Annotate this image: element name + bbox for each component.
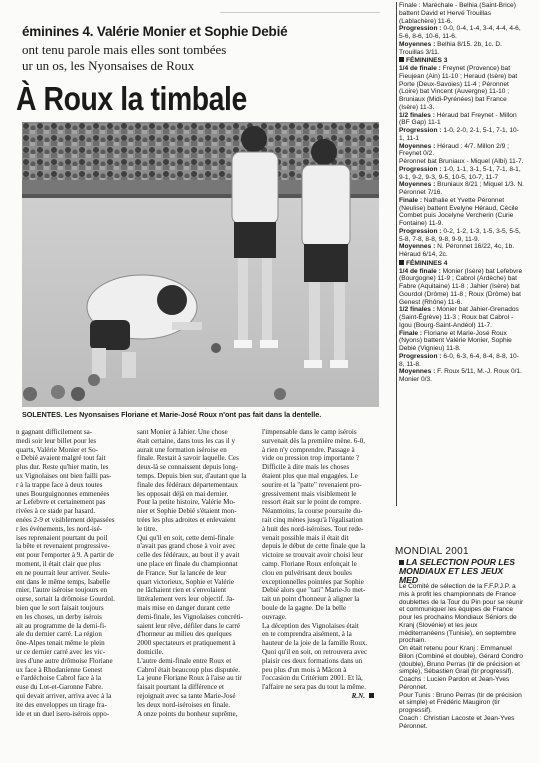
article-line: camp. Floriane Roux enfonçait le (262, 559, 357, 568)
article-line: boule de la gagne. De la belle (262, 603, 347, 612)
article-line: l'affaire ne sera pas du tout la même. (262, 683, 366, 692)
article-line: enées 2-9 et visiblement dépassées (16, 515, 115, 524)
results-entry-text: Héraud : 4/7. Millon 2/9 ; Freynet 0/2. (399, 142, 509, 158)
article-line: trées les plus adroites et enlevaient (137, 515, 236, 524)
article-line: mais mise en danger durant cette (137, 603, 231, 612)
results-entry-label: Finale : (399, 196, 423, 204)
results-entry (399, 181, 524, 197)
article-line: tait un point d'honneur à aligner la (262, 595, 360, 604)
article-line: r les événements, les nord-isé- (16, 524, 103, 533)
results-entry-label: Moyennes : (399, 243, 436, 251)
article-line: rait cinq mènes jusqu'à l'égalisation (262, 515, 363, 524)
results-entry (399, 158, 524, 166)
article-line: ide et un duel isero-isérois oppo- (16, 709, 110, 718)
article-line: nier et Sophie Debié s'étaient mon- (137, 507, 237, 516)
article-line: Qui qu'il en soit, cette demi-finale (137, 533, 234, 542)
results-entry-label: Progression : (399, 227, 442, 235)
article-line: sant Monier à Jahier. Une chose (137, 428, 228, 436)
results-entry-text: Nathalie et Yvette Péronnet (Neulise) battent Evelyne Héraud, Cécile Combet puis Jocelyne Vercherin (Curie Fontaine) 11-9. (399, 196, 519, 227)
results-entry-label: 1/2 finales : (399, 306, 435, 314)
article-line: plaisir ces deux formations dans un (262, 656, 363, 665)
article-line: de France. Sur la lancée de leur (137, 568, 227, 577)
article-line: étaient plus que mal engagées. Le (262, 471, 358, 480)
mondial-paragraph: Pour Tunis : Bruno Perras (tir de précision et simple) et Frédéric Maugiron (tir progressif). (399, 691, 522, 714)
bullet-square-icon (399, 560, 404, 565)
results-entry-text: 1-0, 1-1, 3-1, 5-1, 7-1, 8-1, 9-1, 9-2, 9-3, 9-5, 10-5, 10-7, 11-7 (399, 165, 521, 181)
section-square-icon (399, 260, 404, 265)
results-entry (399, 197, 524, 228)
article-line: l'occasion du Critérium 2001. Et là, (262, 674, 363, 683)
article-line: la bête et revenaient progressive- (16, 542, 110, 551)
article-line: ourse, sortait la drômoise Gourdol. (16, 595, 115, 604)
article-line: 2000 spectateurs et pratiquement à (137, 639, 236, 648)
article-headline: À Roux la timbale (16, 80, 247, 117)
results-entry (399, 243, 524, 259)
results-entry-text: Héraud bat Freynet - Millon (BF Gap) 11-1 (399, 111, 517, 127)
article-line: ur ce dernier carré avec les vic- (16, 647, 106, 656)
article-line: demi-finale, les Vignolaises concréti- (137, 612, 243, 621)
article-signature: R.N. (351, 691, 365, 700)
article-line: peu plus d'un mois à Mâcon à (262, 665, 347, 674)
article-line: ux face à Rhodanienne Genest (16, 665, 103, 674)
results-entry-text: F. Roux 5/11, M.-J. Roux 0/1. Monier 0/3. (399, 368, 523, 383)
results-entry-label: Moyennes : (399, 181, 436, 189)
article-line: quarts, Valérie Monier et So- (16, 445, 99, 454)
mondial-paragraph: On était retenu pour Kranj : Emmanuel Bilon (Combiné et double), Gérard Condro (double), Bruno Perras (tir de précision et simple), Sébastien Grail (tir progressif). (399, 645, 523, 676)
results-entry-label: 1/2 finales : (399, 111, 435, 119)
mondial-paragraph: Coachs : Lucien Pardon et Jean-Yves Péronnet. (399, 676, 510, 691)
article-line: domicile. (137, 647, 164, 656)
article-line: unes Bourguignonnes emmenées (16, 489, 110, 498)
results-entry-text: Belhia 8/15. 2b, 1c. D. Trouillas 3/11. (399, 40, 502, 56)
mondial-headline (399, 558, 519, 585)
mondial-paragraph: Coach : Christian Lacoste et Jean-Yves Péronnet. (399, 714, 515, 730)
article-line: ône-Alpes tenait même le plein (16, 639, 105, 648)
top-strip (220, 0, 380, 13)
results-entry-text: Floriane et Marie-José Roux (Nyons) battent Valérie Monier, Sophie Debié (Vignieu) 11-8. (399, 329, 512, 352)
article-line: n'avait pas grand chose à voir avec (137, 542, 236, 551)
article-line: euse du Lot-et-Garonne Fabre. (16, 683, 104, 692)
archive-stamp (0, 440, 10, 500)
article-line: A onze points du bonheur suprême, (137, 709, 238, 718)
results-entry-text: Bruniaux 8/21 ; Miquel 1/3. N. Péronnet 7/16. (399, 181, 524, 196)
article-line: aurait une formation iséroise en (137, 445, 227, 454)
article-line: à huit des nord-iséroises. Tout rede- (262, 524, 364, 533)
article-line: les opposait déjà en mai dernier. (137, 489, 229, 498)
article-column-3 (262, 428, 376, 701)
article-line: Debié alors que "tati" Marie-Jo met- (262, 586, 366, 595)
results-entry-label: Progression : (399, 352, 442, 360)
article-line: qui devait arriver, arriva avec à la (16, 691, 112, 700)
results-entry-label: Progression : (399, 127, 442, 134)
article-line: n gagnant difficilement sa- (16, 428, 93, 436)
article-line: ent pour l'emporter à 9. A partir de (16, 551, 114, 560)
article-line: Quoi qu'il en soit, on retrouvera avec (262, 647, 368, 656)
section-square-icon (399, 57, 404, 62)
article-line: exceptionnelles pointées par Sophie (262, 577, 364, 586)
article-column-2 (137, 428, 250, 718)
article-line: victoire se trouvait avoir choisi leur (262, 551, 364, 560)
article-line: r à la trappe face à deux toutes (16, 480, 103, 489)
article-line: e l'ardéchoise Cabrol face à la (16, 674, 101, 683)
mondial-section-title: MONDIAL 2001 (395, 546, 469, 557)
article-signature-line (262, 692, 376, 701)
results-entry (399, 41, 524, 57)
results-entry (399, 228, 524, 244)
article-subhead-line-1: ont tenu parole mais elles sont tombées (22, 42, 227, 57)
article-line: ouvrage. (262, 612, 287, 621)
mondial-body (399, 583, 524, 730)
article-subhead-line-2: ur un os, les Nyonsaises de Roux (22, 58, 195, 73)
article-line: clou en pulvérisant deux boules (262, 568, 352, 577)
article-line: medi soir leur billet pour les (16, 436, 97, 445)
article-line: moment, il était clair que plus (16, 559, 101, 568)
results-entry-label: Moyennes : (399, 142, 436, 150)
article-line: rejoignait avec sa tante Marie-José (137, 691, 236, 700)
results-sidebar (399, 2, 524, 384)
article-line: Pour la petite histoire, Valérie Mo- (137, 498, 236, 507)
results-entry (399, 143, 524, 159)
results-entry-text: N. Péronnet 16/22, 4c, 1b. Héraud 6/14, 2c. (399, 243, 515, 258)
results-entry (399, 127, 524, 143)
results-entry-text: 0-2, 1-2, 1-3, 1-5, 3-5, 5-5, 5-8, 7-8, 8-8, 9-8, 9-9, 11-9. (399, 227, 521, 243)
article-line: gressivement mais visiblement le (262, 489, 357, 498)
results-section-heading (399, 260, 524, 268)
article-line: finale. Restait à savoir laquelle. Ces (137, 454, 239, 463)
article-line: L'autre demi-finale entre Roux et (137, 656, 232, 665)
results-entry-label: Progression : (399, 25, 442, 33)
results-entry (399, 368, 524, 384)
results-entry (399, 2, 524, 25)
article-line: vide ou pression trop importante ? (262, 454, 360, 463)
article-line: hauteur de la joie de la famille Roux. (262, 639, 368, 648)
results-entry-text: Monier (Isère) bat Lefebvre (Bourgogne) 11-9 ; Cabrol (Ardèche) bat Fabre (Aquitaine) 11-8 ; Jahier (Isère) bat Gourdol (Drôme) 11-8 ; Roux (Drôme) bat Genest (Rhône) 11-6. (399, 267, 523, 306)
article-line: ale du dernier carré. La région (16, 630, 102, 639)
article-line: sourire et la "patte" revenaient pro- (262, 480, 362, 489)
article-line: l'impensable dans le camp isérois (262, 428, 357, 436)
article-line: finale des fédéraux départementaux (137, 480, 239, 489)
article-line: ux Vignolaises ont bien failli pas- (16, 471, 112, 480)
article-column-1 (16, 428, 126, 718)
sidebar-divider (396, 2, 397, 506)
results-entry-text: 1-0, 2-0, 2-1, 5-1, 7-1, 10-1, 11-1 (399, 127, 519, 142)
results-entry (399, 330, 524, 353)
results-entry-label: 1/4 de finale : (399, 65, 441, 72)
end-square-icon (369, 693, 374, 698)
results-entry-text: Freynet (Provence) bat Fieujean (Ain) 11-10 ; Heraud (Isère) bat Porte (Deux-Savoies) 11-4 ; Péronnet (Loire) bat Vincent (Auvergne) 11-10 ; Bruniaux (Midi-Pyrénées) bat France (Isère) 11-3. (399, 65, 518, 111)
results-entry-label: Progression : (399, 165, 442, 173)
article-line: bien que le sort faisait toujours (16, 603, 104, 612)
article-line: La déception des Vignolaises était (262, 621, 359, 630)
article-line: en les choses, un derby isérois (16, 612, 102, 621)
article-line: littéralement vers leur objectif. Ja- (137, 595, 235, 604)
article-line: depuis le début de cette finale que la (262, 542, 366, 551)
article-line: temps. Depuis bien sur, d'autant que la (137, 471, 247, 480)
petanque-photo-illustration (22, 122, 379, 407)
article-line: le titre. (137, 524, 158, 533)
results-section-heading (399, 57, 524, 65)
article-photo (22, 122, 379, 407)
article-line: saient leur rêve, défiler dans le carré (137, 621, 240, 630)
article-line: ises reprenaient pourtant du poil (16, 533, 108, 542)
article-line: ires d'une autre drômoise Floriane (16, 656, 113, 665)
article-line: ar Lefebvre et certainement pas (16, 498, 106, 507)
results-entry (399, 166, 524, 182)
article-line: rivées à ce stade par hasard. (16, 507, 96, 516)
results-entry-text: Finale : Maréchale - Belhia (Saint-Brice) battent David et Hervé Trouillas (Lablachère) 11-6. (399, 2, 516, 25)
results-entry (399, 112, 524, 128)
results-section-label: FÉMININES 3 (406, 57, 448, 65)
article-line: en te comprendra aisément, à la (262, 630, 352, 639)
results-entry (399, 25, 524, 41)
article-line: ne lâchaient rien et s'envolaient (137, 586, 227, 595)
results-entry-text: Monier bat Jahier-Grenados (Saint-Égrève) 11-3 ; Roux bat Cabrol -Igou (Bourg-Saint-Andéol) 11-7. (399, 306, 519, 329)
article-line: Cabrol était beaucoup plus disputée. (137, 665, 241, 674)
mondial-headline-text: LA SELECTION POUR LES MONDIAUX ET LES JEUX MED (399, 557, 516, 585)
results-entry-text: 6-0, 6-3, 6-4, 8-4, 8-8, 10-8, 11-8. (399, 352, 519, 368)
results-entry-label: Moyennes : (399, 368, 436, 376)
article-line: La jeune Floriane Roux à l'aise au tir (137, 674, 242, 683)
article-line: survenait dès la première mène. 6-0, (262, 436, 366, 445)
article-line: rnier, l'autre iséroise toujours en (16, 586, 108, 595)
results-entry (399, 306, 524, 329)
article-line: en ne pourrait leur arriver. Seule- (16, 568, 111, 577)
article-line: Difficile à dire mais les choses (262, 463, 350, 472)
photo-caption: SOLENTES. Les Nyonsaises Floriane et Marie-José Roux n'ont pas fait dans la dentelle. (22, 410, 322, 419)
results-section-label: FÉMININES 4 (406, 259, 448, 267)
results-entry-text: Péronnet bat Bruniaux - Miquel (Albi) 11-7. (399, 158, 524, 165)
article-line: Néanmoins, la course poursuite du- (262, 507, 363, 516)
article-line: ressort était sur le point de rompre. (262, 498, 362, 507)
article-kicker: éminines 4. Valérie Monier et Sophie Debié (22, 24, 288, 39)
mondial-paragraph: Le Comité de sélection de la F.F.P.J.P. a mis à profit les championnats de France doublettes de la Tour du Pin pour se réunir et communiquer les équipes de France pour les prochains Mondiaux Séniors de Kranj (Slovénie) et les jeux méditerranéens (Tunisie), en septembre prochain. (399, 583, 524, 645)
article-line: à rien n'y comprendre. Passage à (262, 445, 355, 454)
results-entry (399, 268, 524, 307)
article-line: ent dans le même temps, Isabelle (16, 577, 110, 586)
article-line: était certaine, dans tous les cas il y (137, 436, 236, 445)
article-line: e Debié avaient malgré tout fait (16, 454, 106, 463)
article-line: celle des fédéraux, au bout il y avait (137, 551, 240, 560)
article-line: d'honneur au milieu des quelques (137, 630, 232, 639)
article-line: une place en finale du championnat (137, 559, 238, 568)
article-line: les deux nord-iséroises en finale. (137, 700, 231, 709)
results-entry (399, 65, 524, 112)
results-entry-label: 1/4 de finale : (399, 267, 441, 275)
article-line: ite des enveloppes un tirage fra- (16, 700, 107, 709)
results-entry-text: 0-0, 0-4, 1-4, 3-4, 4-4, 4-6, 5-6, 8-6, 10-6, 11-6. (399, 25, 521, 40)
results-entry (399, 353, 524, 369)
article-line: quart victorieux, Sophie et Valérie (137, 577, 234, 586)
article-line: ait au programme de la demi-fi- (16, 621, 107, 630)
results-entry-label: Finale : (399, 329, 423, 337)
article-line: plus dur. Reste qu'hier matin, les (16, 463, 109, 472)
results-entry-label: Moyennes : (399, 40, 436, 48)
article-line: deux-là se connaissent depuis long- (137, 463, 238, 472)
article-line: faisait pourtant la différence et (137, 683, 224, 692)
article-line: venait possible mais il était dit (262, 533, 349, 542)
